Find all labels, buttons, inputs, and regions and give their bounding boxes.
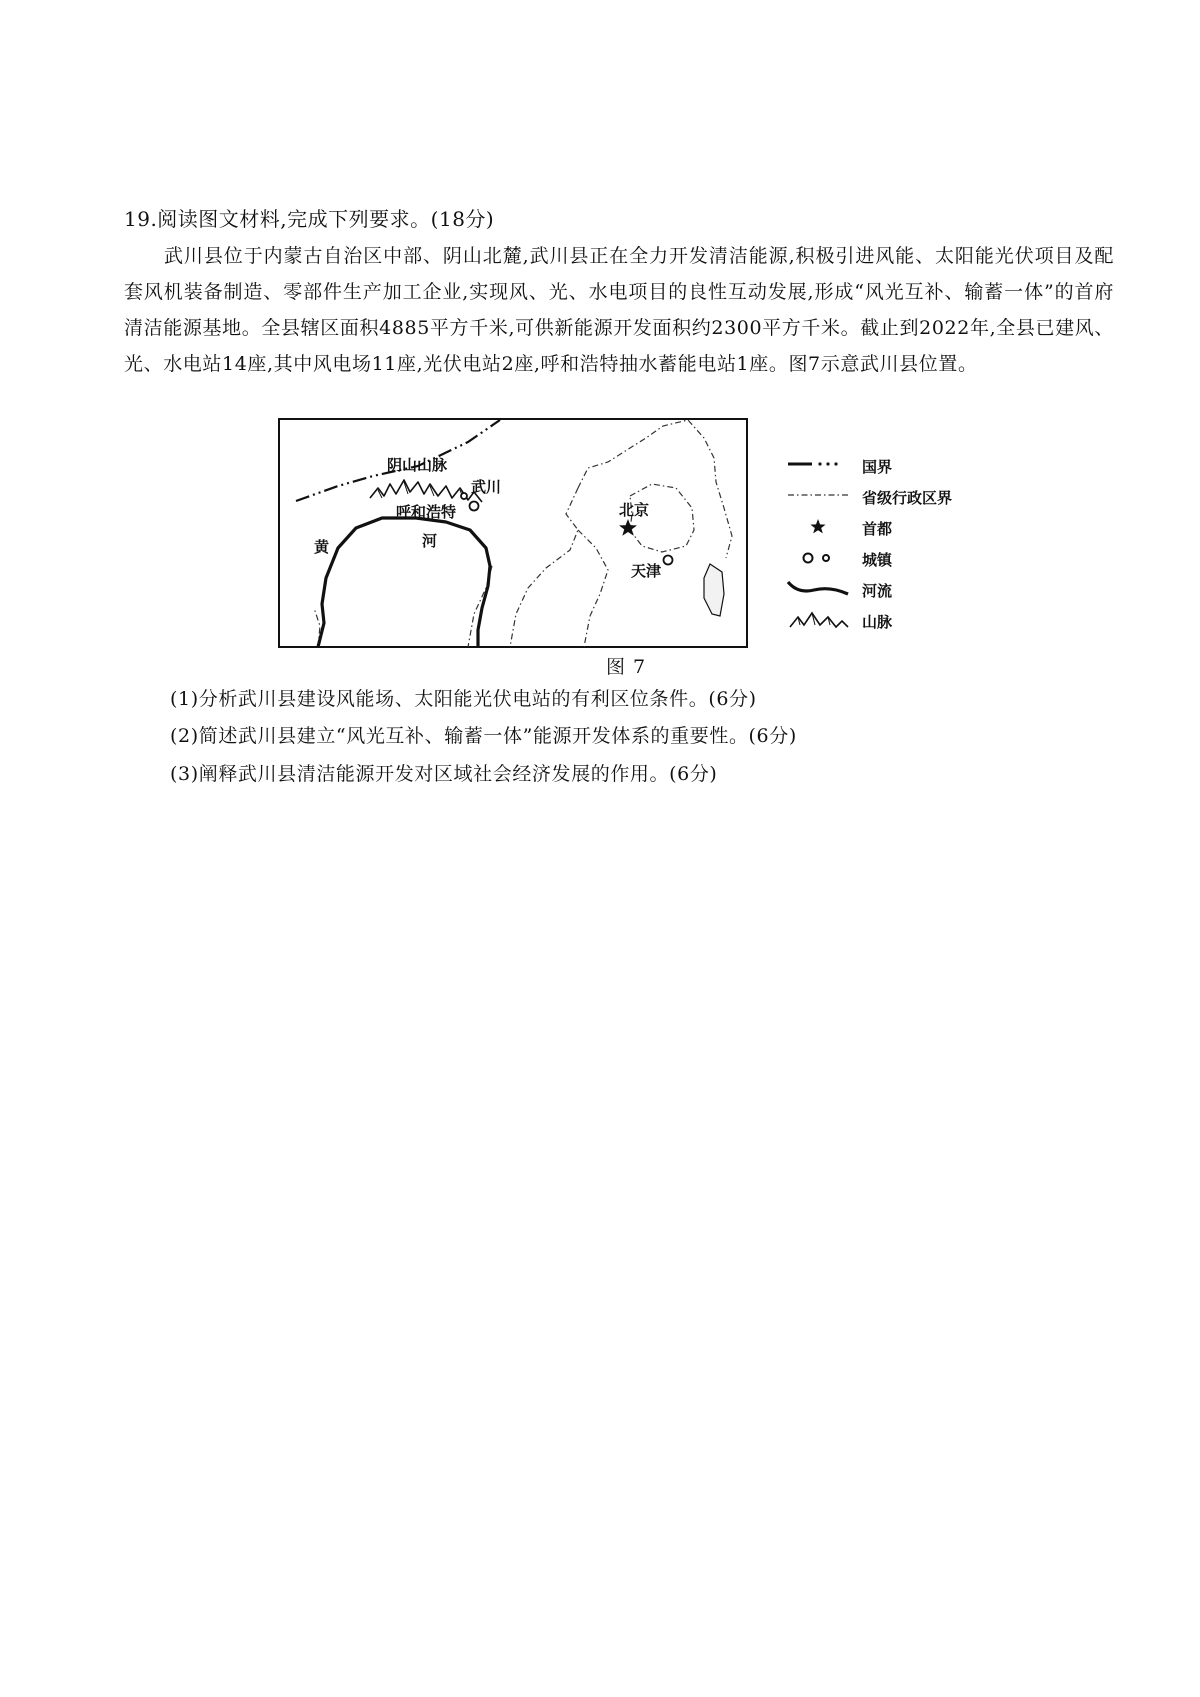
river-line-icon [786, 576, 850, 607]
question-material: 武川县位于内蒙古自治区中部、阴山北麓,武川县正在全力开发清洁能源,积极引进风能、太阳能光伏项目及配套风机装备制造、零部件生产加工企业,实现风、光、水电项目的良性互动发展,形成“风光互补、输蓄一体”的首府清洁能源基地。全县辖区面积4885平方千米,可供新能源开发面积约2300平方千米。截止到2022年,全县已建风、光、水电站14座,其中风电场11座,光伏电站2座,呼和浩特抽水蓄能电站1座。图7示意武川县位置。 [124, 245, 1114, 375]
legend-label-capital: 首都 [862, 520, 893, 538]
location-map [278, 418, 748, 648]
provincial-border-icon [786, 483, 850, 514]
sub-question-3: (3)阐释武川县清洁能源开发对区域社会经济发展的作用。(6分) [170, 763, 718, 785]
hohhot-city [470, 502, 479, 511]
sub-question-1: (1)分析武川县建设风能场、太阳能光伏电站的有利区位条件。(6分) [170, 688, 757, 710]
sub-question-2: (2)简述武川县建立“风光互补、输蓄一体”能源开发体系的重要性。(6分) [170, 725, 797, 747]
hohhot-label: 呼和浩特 [396, 503, 457, 521]
tianjin-city [664, 556, 673, 565]
legend-item-river [786, 576, 986, 607]
legend-item-mountain [786, 607, 986, 638]
legend-label-mountain: 山脉 [862, 613, 893, 631]
yinshan-label: 阴山山脉 [387, 456, 448, 474]
star-icon [786, 514, 850, 545]
legend-item-provincial-border [786, 483, 986, 514]
tianjin-label: 天津 [631, 562, 662, 580]
national-border-icon [786, 452, 850, 483]
figure-caption: 图 7 [606, 656, 647, 678]
map-frame [279, 419, 747, 647]
legend-item-national-border [786, 452, 986, 483]
legend-item-capital [786, 514, 986, 545]
legend-label-town: 城镇 [862, 551, 893, 569]
legend-item-town [786, 545, 986, 576]
town-circle-icon [786, 545, 850, 576]
legend-label-river: 河流 [862, 582, 893, 600]
beijing-label: 北京 [619, 501, 650, 519]
wuchuan-label: 武川 [471, 478, 502, 496]
legend-label-provincial-border: 省级行政区界 [862, 489, 953, 507]
legend-label-national-border: 国界 [862, 458, 893, 476]
wuchuan-town [461, 493, 467, 499]
mountain-icon [786, 607, 850, 638]
question-title: 19.阅读图文材料,完成下列要求。(18分) [124, 207, 495, 231]
map-legend [786, 452, 986, 638]
river-label-he: 河 [422, 532, 438, 550]
river-label-huang: 黄 [314, 538, 330, 556]
